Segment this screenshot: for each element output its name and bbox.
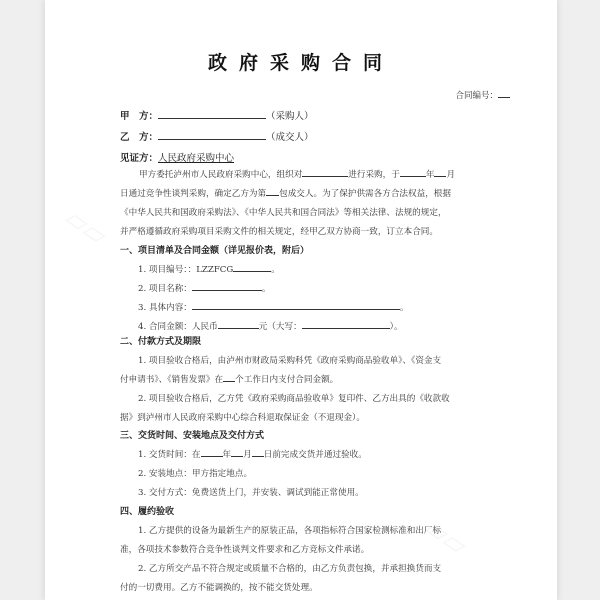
intro-line: 《中华人民共和国政府采购法》、《中华人民共和国合同法》等相关法律、法规的规定， <box>120 208 447 218</box>
intro-text: 月 <box>446 170 456 180</box>
list-item: 1. 项目验收合格后，由泸州市财政局采购科凭《政府采购商品验收单》、《资金支 <box>138 356 442 366</box>
item-text: 。 <box>261 284 271 294</box>
section-4-heading: 四、履约验收 <box>120 507 175 517</box>
blank[interactable] <box>192 300 400 310</box>
document-page <box>45 0 557 600</box>
item-text: 1. 交货时间：在 <box>138 450 201 460</box>
section-3 <box>120 427 520 503</box>
contract-number <box>455 88 510 101</box>
witness-label: 见证方： <box>120 153 159 164</box>
item-text: 个工作日内支付合同金额。 <box>235 375 339 385</box>
intro-text: 进行采购，于 <box>348 170 400 180</box>
party-b-blank[interactable] <box>158 130 266 140</box>
list-item: 3. 交付方式：免费送货上门，并安装、调试到能正常使用。 <box>138 488 364 498</box>
intro-paragraph <box>120 166 520 242</box>
item-text: 元（大写： <box>258 322 302 332</box>
item-text: 3. 具体内容： <box>138 303 192 313</box>
item-text: 付申请书》、《销售发票》在 <box>120 375 224 385</box>
list-item-continuation: 准，各项技术参数符合竞争性谈判文件要求和乙方竞标文件承诺。 <box>120 545 370 555</box>
blank[interactable] <box>400 167 426 177</box>
intro-text: 甲方委托泸州市人民政府采购中心，组织对 <box>139 170 303 180</box>
party-a-label: 甲 方： <box>120 111 159 122</box>
blank[interactable] <box>218 319 259 329</box>
item-text: 。 <box>271 265 280 275</box>
section-1-heading: 一、项目清单及合同金额（详见报价表，附后） <box>120 246 310 256</box>
party-b-role: （成交人） <box>266 132 314 143</box>
item-text: 年 <box>222 450 232 460</box>
blank[interactable] <box>434 167 446 177</box>
blank[interactable] <box>302 319 390 329</box>
blank[interactable] <box>231 447 243 457</box>
item-text: 日前完成交货并通过验收。 <box>263 450 367 460</box>
intro-line <box>120 166 520 185</box>
item-text: 。 <box>399 303 409 313</box>
list-item <box>120 446 520 465</box>
list-item-continuation: 据》到泸州市人民政府采购中心综合科退取保证金（不退现金）。 <box>120 413 365 423</box>
list-item: 2. 安装地点：甲方指定地点。 <box>138 469 253 479</box>
intro-line <box>120 185 520 204</box>
list-item: 1. 乙方提供的设备为最新生产的原装正品，各项指标符合国家检测标准和出厂标 <box>138 526 442 536</box>
witness-value: 人民政府采购中心 <box>158 153 235 164</box>
list-item <box>120 261 520 280</box>
list-item: 2. 项目验收合格后，乙方凭《政府采购商品验收单》复印件、乙方出具的《收款收 <box>138 394 450 404</box>
section-2-heading: 二、付款方式及期限 <box>120 337 202 347</box>
item-text: 4. 合同金额：人民币 <box>138 322 218 332</box>
document-title: 政府采购合同 <box>207 52 394 74</box>
intro-text: 包成交人。为了保护供需各方合法权益，根据 <box>279 189 451 199</box>
item-text: ）。 <box>389 322 403 332</box>
party-a-blank[interactable] <box>158 109 266 119</box>
blank[interactable] <box>266 186 279 196</box>
section-4 <box>120 503 520 598</box>
blank[interactable] <box>252 447 264 457</box>
party-b-label: 乙 方： <box>120 132 159 143</box>
section-3-heading: 三、交货时间、安装地点及交付方式 <box>120 431 265 441</box>
blank[interactable] <box>192 281 262 291</box>
blank[interactable] <box>201 447 223 457</box>
contract-number-blank[interactable] <box>498 88 510 98</box>
list-item-continuation: 付的一切费用。乙方不能调换的，按不能交货处理。 <box>120 583 318 593</box>
item-text: 月 <box>243 450 252 460</box>
watermark <box>59 201 113 253</box>
party-a-row <box>120 108 314 122</box>
blank[interactable] <box>233 262 271 272</box>
list-item <box>120 280 520 299</box>
blank[interactable] <box>223 372 235 382</box>
intro-text: 年 <box>425 170 435 180</box>
witness-row <box>120 150 234 164</box>
list-item: 2. 乙方所交产品不符合规定或质量不合格的，由乙方负责包换，并承担换货而支 <box>138 564 442 574</box>
item-text: 1. 项目编号：：LZZFCG <box>138 265 234 275</box>
blank[interactable] <box>302 167 348 177</box>
section-2 <box>120 333 520 428</box>
party-a-role: （采购人） <box>266 111 314 122</box>
party-b-row <box>120 129 314 143</box>
list-item <box>120 299 520 318</box>
item-text: 2. 项目名称： <box>138 284 192 294</box>
intro-line: 并严格遵循政府采购项目采购文件的相关规定，经甲乙双方协商一致，订立本合同。 <box>120 227 438 237</box>
intro-text: 日通过竞争性谈判采购，确定乙方为第 <box>120 189 267 199</box>
section-1 <box>120 242 520 337</box>
contract-number-label: 合同编号： <box>455 91 498 101</box>
list-item-continuation <box>120 371 520 390</box>
